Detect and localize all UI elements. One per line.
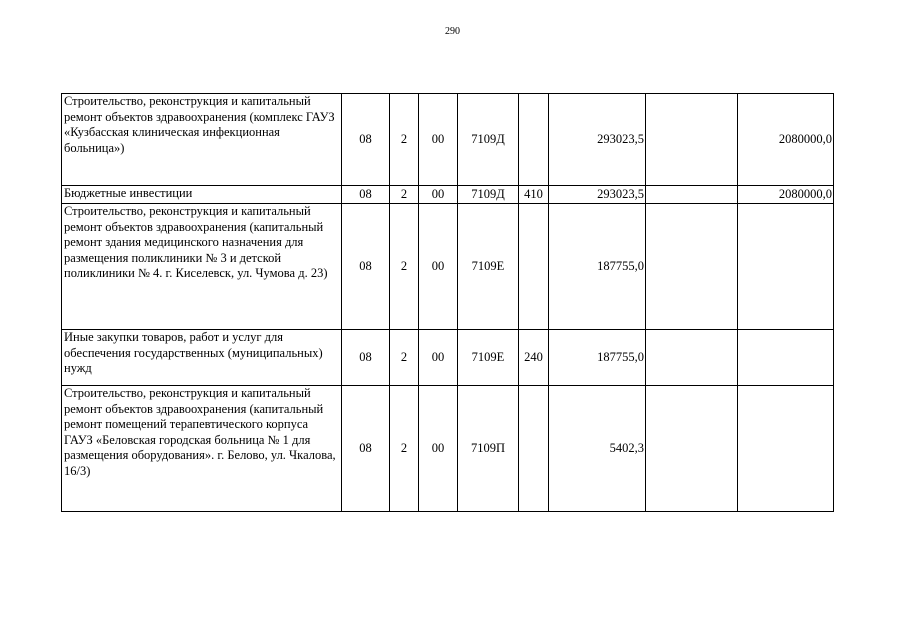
row-amount1: 293023,5 bbox=[549, 94, 646, 186]
row-subsection: 2 bbox=[390, 186, 419, 204]
row-expense-type bbox=[519, 386, 549, 512]
row-code: 7109Е bbox=[458, 330, 519, 386]
row-amount3 bbox=[738, 330, 834, 386]
row-amount1: 187755,0 bbox=[549, 204, 646, 330]
row-section: 08 bbox=[342, 186, 390, 204]
row-subsection: 2 bbox=[390, 204, 419, 330]
table-row bbox=[62, 330, 834, 386]
row-expense-type: 240 bbox=[519, 330, 549, 386]
row-program: 00 bbox=[419, 94, 458, 186]
row-name: Иные закупки товаров, работ и услуг для обеспечения государственных (муниципальных) нужд bbox=[62, 330, 342, 386]
row-amount1: 5402,3 bbox=[549, 386, 646, 512]
row-program: 00 bbox=[419, 330, 458, 386]
row-code: 7109Д bbox=[458, 94, 519, 186]
row-name: Строительство, реконструкция и капитальный ремонт объектов здравоохранения (комплекс ГАУЗ «Кузбасская клиническая инфекционная больница») bbox=[62, 94, 342, 186]
row-subsection: 2 bbox=[390, 94, 419, 186]
row-section: 08 bbox=[342, 94, 390, 186]
row-name: Бюджетные инвестиции bbox=[62, 186, 342, 204]
row-amount3 bbox=[738, 204, 834, 330]
row-amount2 bbox=[646, 386, 738, 512]
row-subsection: 2 bbox=[390, 386, 419, 512]
row-section: 08 bbox=[342, 204, 390, 330]
row-amount2 bbox=[646, 186, 738, 204]
row-amount3 bbox=[738, 386, 834, 512]
row-amount3: 2080000,0 bbox=[738, 186, 834, 204]
row-code: 7109Е bbox=[458, 204, 519, 330]
row-code: 7109П bbox=[458, 386, 519, 512]
budget-table bbox=[61, 93, 834, 512]
row-expense-type bbox=[519, 94, 549, 186]
row-section: 08 bbox=[342, 386, 390, 512]
row-name: Строительство, реконструкция и капитальный ремонт объектов здравоохранения (капитальный ремонт здания медицинского назначения для размещения поликлиники № 3 и детской поликлиники № 4. г. Киселевск, ул. Чумова д. 23) bbox=[62, 204, 342, 330]
table-row bbox=[62, 386, 834, 512]
row-amount2 bbox=[646, 94, 738, 186]
page-number: 290 bbox=[445, 26, 460, 37]
row-code: 7109Д bbox=[458, 186, 519, 204]
row-program: 00 bbox=[419, 186, 458, 204]
row-amount2 bbox=[646, 204, 738, 330]
table-row bbox=[62, 94, 834, 186]
row-amount1: 187755,0 bbox=[549, 330, 646, 386]
row-amount1: 293023,5 bbox=[549, 186, 646, 204]
table-row bbox=[62, 186, 834, 204]
row-program: 00 bbox=[419, 386, 458, 512]
row-expense-type: 410 bbox=[519, 186, 549, 204]
row-expense-type bbox=[519, 204, 549, 330]
row-amount3: 2080000,0 bbox=[738, 94, 834, 186]
row-subsection: 2 bbox=[390, 330, 419, 386]
row-name: Строительство, реконструкция и капитальный ремонт объектов здравоохранения (капитальный ремонт помещений терапевтического корпуса ГАУЗ «Беловская городская больница № 1 для размещения оборудования». г. Белово, ул. Чкалова, 16/3) bbox=[62, 386, 342, 512]
table-row bbox=[62, 204, 834, 330]
row-program: 00 bbox=[419, 204, 458, 330]
row-section: 08 bbox=[342, 330, 390, 386]
row-amount2 bbox=[646, 330, 738, 386]
